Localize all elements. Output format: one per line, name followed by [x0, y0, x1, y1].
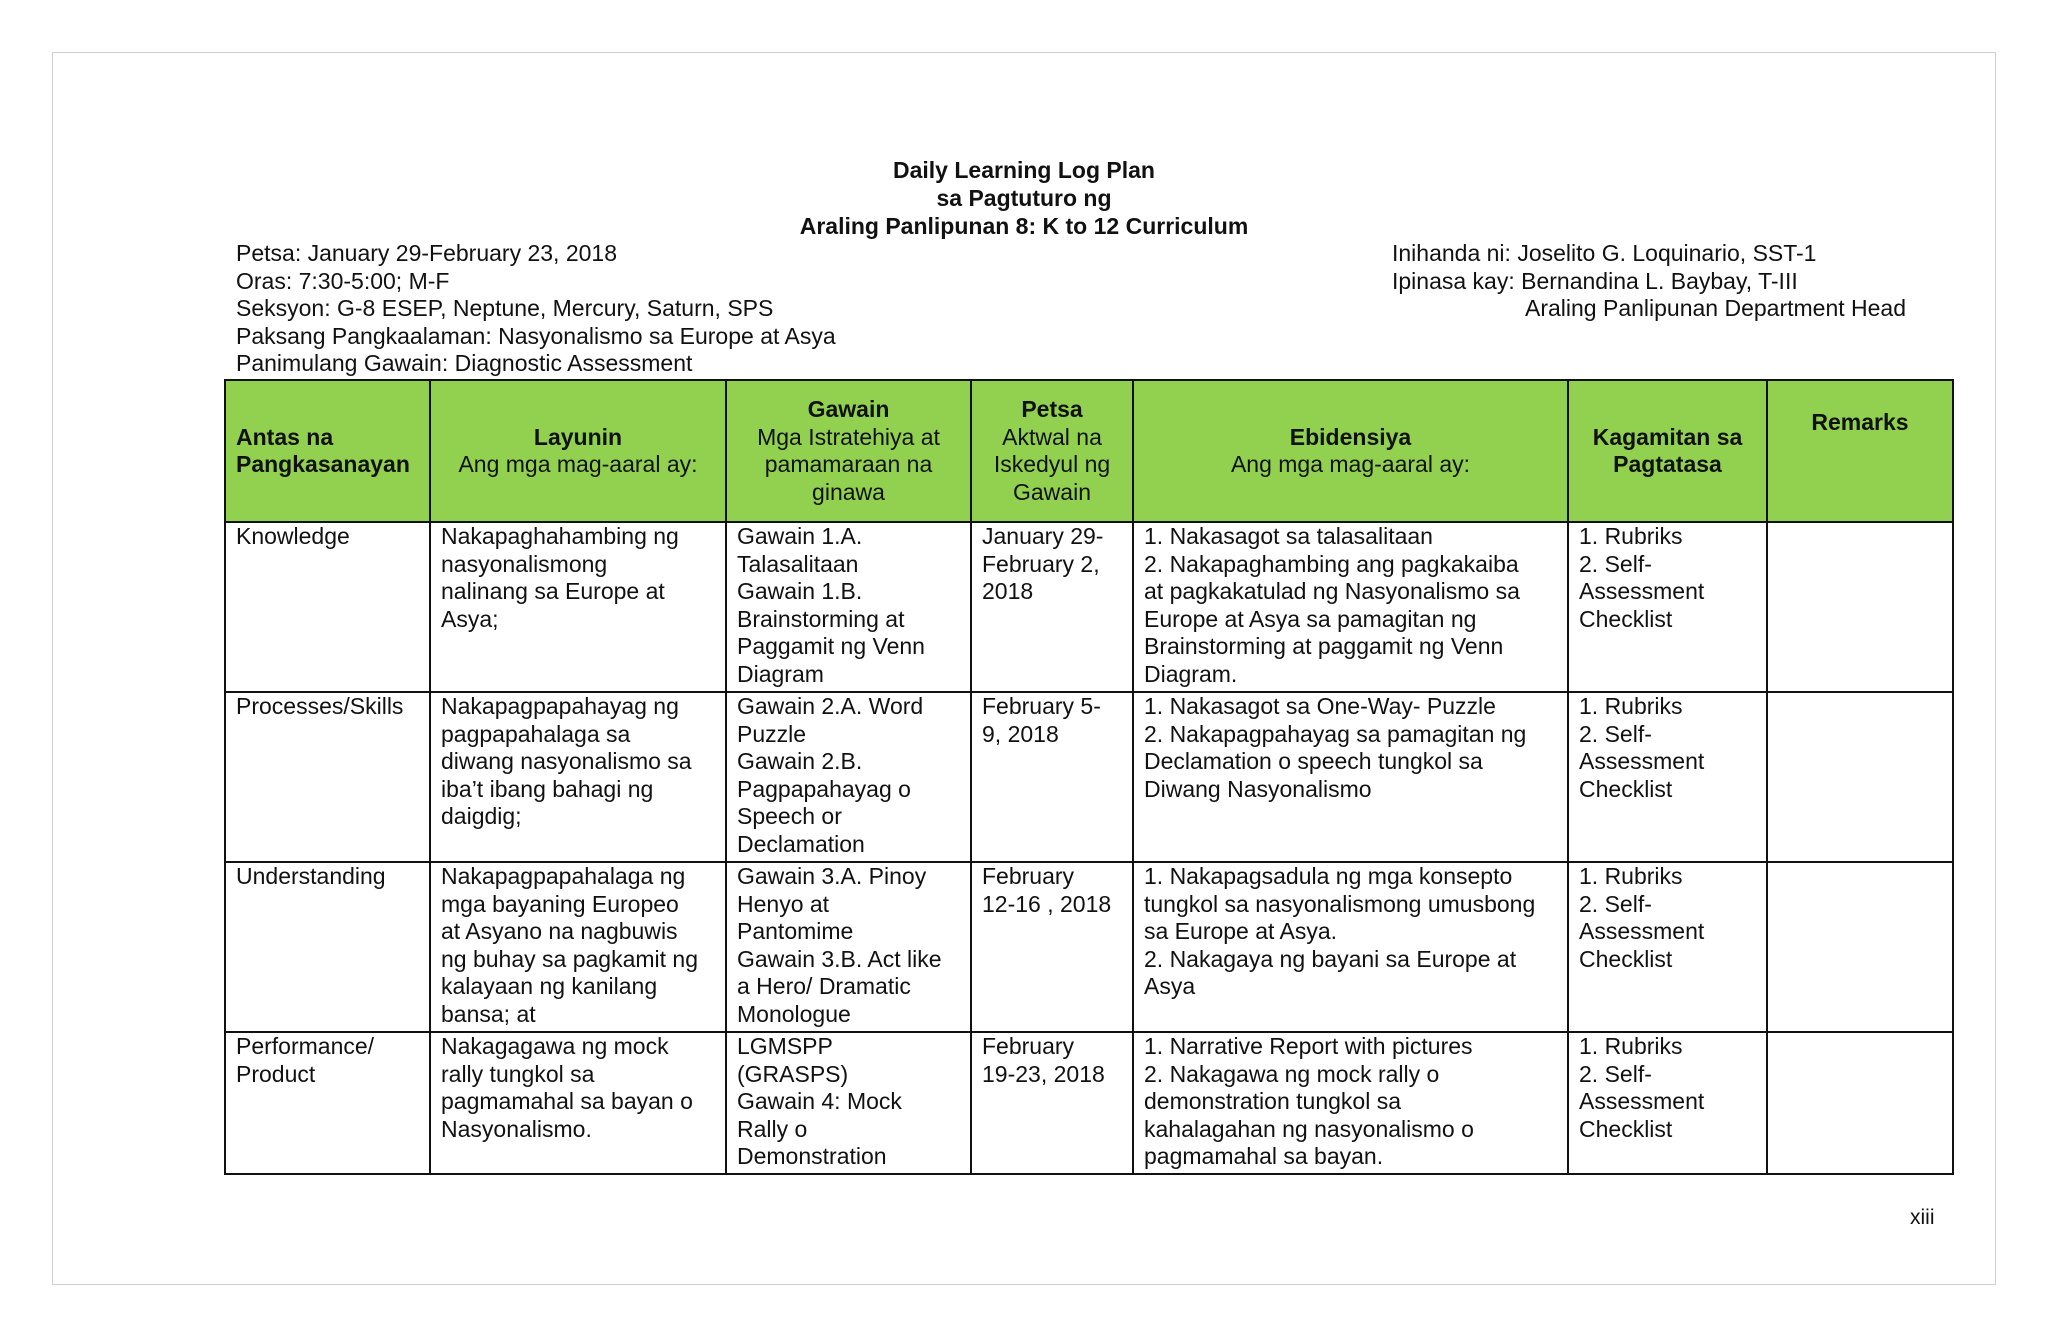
header-antas-line: Pangkasanayan	[236, 451, 410, 477]
cell-kagamitan-line: Checklist	[1579, 945, 1673, 972]
cell-gawain	[726, 862, 971, 1032]
title-line-1: Daily Learning Log Plan	[893, 157, 1155, 183]
cell-ebidensiya-line: Europe at Asya sa pamagitan ng	[1144, 605, 1477, 632]
cell-ebidensiya-line: pagmamahal sa bayan.	[1144, 1143, 1384, 1169]
table-body	[225, 522, 1953, 1174]
page-number: xiii	[1910, 1206, 1935, 1229]
cell-ebidensiya-line: 2. Nakapaghambing ang pagkakaiba	[1144, 550, 1519, 577]
cell-layunin-line: Nakagagawa ng mock	[441, 1033, 669, 1059]
cell-ebidensiya	[1133, 522, 1568, 692]
meta-ipinasa: Ipinasa kay: Bernandina L. Baybay, T-III	[1392, 267, 1798, 294]
cell-gawain-line: a Hero/ Dramatic	[737, 973, 911, 999]
cell-petsa-line: February	[982, 1033, 1075, 1059]
cell-ebidensiya	[1133, 692, 1568, 862]
cell-antas-line: Performance/	[236, 1033, 375, 1059]
cell-antas	[225, 692, 430, 862]
cell-ebidensiya-line: tungkol sa nasyonalismong umusbong	[1144, 890, 1536, 917]
cell-ebidensiya-line: 1. Nakasagot sa One-Way- Puzzle	[1144, 693, 1496, 719]
cell-antas-line: Processes/Skills	[236, 693, 404, 719]
cell-petsa	[971, 522, 1133, 692]
cell-kagamitan-line: 2. Self-	[1579, 1060, 1652, 1087]
cell-gawain-line: Brainstorming at	[737, 605, 905, 632]
cell-gawain-line: Diagram	[737, 660, 824, 687]
cell-remarks	[1767, 862, 1953, 1032]
cell-layunin-line: nalinang sa Europe at	[441, 578, 665, 604]
cell-layunin-line: rally tungkol sa	[441, 1060, 595, 1087]
header-gawain-sub: Mga Istratehiya at	[757, 423, 940, 450]
cell-kagamitan	[1568, 862, 1767, 1032]
header-remarks	[1767, 380, 1953, 522]
cell-gawain-line: Gawain 4: Mock	[737, 1088, 902, 1114]
cell-layunin	[430, 862, 726, 1032]
cell-gawain-line: LGMSPP	[737, 1033, 833, 1059]
header-gawain	[726, 380, 971, 522]
cell-gawain-line: (GRASPS)	[737, 1060, 849, 1087]
cell-antas	[225, 862, 430, 1032]
cell-gawain-line: Paggamit ng Venn	[737, 633, 925, 659]
cell-antas	[225, 1032, 430, 1174]
meta-seksyon: Seksyon: G-8 ESEP, Neptune, Mercury, Saturn, SPS	[236, 295, 774, 321]
cell-remarks	[1767, 692, 1953, 862]
header-petsa-sub: Iskedyul ng	[993, 451, 1111, 477]
cell-layunin	[430, 522, 726, 692]
cell-layunin-line: bansa; at	[441, 1000, 536, 1027]
cell-gawain-line: Gawain 2.B.	[737, 748, 863, 774]
cell-petsa-line: 19-23, 2018	[982, 1060, 1105, 1087]
header-petsa	[971, 380, 1133, 522]
cell-kagamitan-line: 1. Rubriks	[1579, 523, 1683, 549]
cell-gawain-line: Gawain 1.A.	[737, 523, 863, 549]
cell-kagamitan-line: 2. Self-	[1579, 720, 1652, 747]
cell-gawain-line: Gawain 1.B.	[737, 578, 863, 604]
header-petsa-title: Petsa	[1021, 396, 1083, 422]
cell-kagamitan-line: Assessment	[1579, 578, 1705, 604]
cell-layunin-line: Asya;	[441, 605, 499, 632]
cell-gawain	[726, 1032, 971, 1174]
cell-petsa-line: February 2,	[982, 550, 1100, 577]
cell-ebidensiya-line: Brainstorming at paggamit ng Venn	[1144, 633, 1504, 659]
meta-petsa: Petsa: January 29-February 23, 2018	[236, 240, 618, 266]
cell-layunin-line: Nakapagpapahalaga ng	[441, 863, 686, 889]
cell-petsa	[971, 862, 1133, 1032]
header-antas-line: Antas na	[236, 423, 334, 450]
cell-ebidensiya-line: Declamation o speech tungkol sa	[1144, 748, 1483, 774]
cell-petsa-line: February	[982, 863, 1075, 889]
learning-log-table	[224, 379, 1954, 1175]
header-gawain-title: Gawain	[807, 396, 890, 422]
cell-petsa-line: January 29-	[982, 523, 1104, 549]
header-kagamitan	[1568, 380, 1767, 522]
cell-gawain-line: Pantomime	[737, 918, 854, 944]
cell-ebidensiya-line: Diagram.	[1144, 660, 1238, 687]
cell-gawain-line: Speech or	[737, 803, 842, 829]
cell-kagamitan-line: Checklist	[1579, 605, 1673, 632]
cell-layunin-line: pagmamahal sa bayan o	[441, 1088, 693, 1114]
cell-ebidensiya-line: 1. Narrative Report with pictures	[1144, 1033, 1473, 1059]
cell-ebidensiya-line: Diwang Nasyonalismo	[1144, 775, 1372, 802]
table-row	[225, 862, 1953, 1032]
cell-kagamitan-line: Checklist	[1579, 1115, 1673, 1142]
table-row	[225, 1032, 1953, 1174]
cell-ebidensiya-line: Asya	[1144, 973, 1196, 999]
cell-layunin-line: Nakapaghahambing ng	[441, 523, 679, 549]
document-title	[0, 156, 2048, 240]
cell-gawain	[726, 692, 971, 862]
header-layunin	[430, 380, 726, 522]
cell-layunin-line: at Asyano na nagbuwis	[441, 918, 678, 944]
cell-gawain-line: Pagpapahayag o	[737, 775, 911, 802]
table-row	[225, 692, 1953, 862]
cell-ebidensiya-line: 2. Nakapagpahayag sa pamagitan ng	[1144, 720, 1527, 747]
cell-kagamitan	[1568, 1032, 1767, 1174]
header-layunin-sub: Ang mga mag-aaral ay:	[458, 451, 698, 477]
cell-ebidensiya-line: 2. Nakagawa ng mock rally o	[1144, 1060, 1440, 1087]
cell-gawain-line: Gawain 3.A. Pinoy	[737, 863, 927, 889]
cell-layunin-line: mga bayaning Europeo	[441, 890, 679, 917]
cell-kagamitan-line: 2. Self-	[1579, 890, 1652, 917]
header-kagamitan-line: Kagamitan sa	[1592, 423, 1743, 450]
cell-petsa-line: 12-16 , 2018	[982, 890, 1112, 917]
cell-kagamitan-line: Assessment	[1579, 1088, 1705, 1114]
meta-paksa: Paksang Pangkaalaman: Nasyonalismo sa Europe at Asya	[236, 322, 836, 349]
cell-layunin	[430, 692, 726, 862]
cell-antas	[225, 522, 430, 692]
table-header-row	[225, 380, 1953, 522]
cell-petsa	[971, 1032, 1133, 1174]
cell-petsa-line: February 5-	[982, 693, 1101, 719]
cell-antas-line: Understanding	[236, 863, 386, 889]
cell-gawain	[726, 522, 971, 692]
cell-antas-line: Product	[236, 1060, 316, 1087]
cell-gawain-line: Gawain 2.A. Word	[737, 693, 924, 719]
header-gawain-sub: ginawa	[812, 478, 885, 505]
meta-left-block	[236, 240, 836, 378]
header-antas	[225, 380, 430, 522]
meta-inihanda: Inihanda ni: Joselito G. Loquinario, SST-1	[1392, 240, 1817, 266]
cell-kagamitan	[1568, 692, 1767, 862]
cell-ebidensiya	[1133, 1032, 1568, 1174]
header-petsa-sub: Aktwal na	[1002, 423, 1102, 450]
cell-ebidensiya-line: 2. Nakagaya ng bayani sa Europe at	[1144, 945, 1517, 972]
cell-kagamitan-line: 2. Self-	[1579, 550, 1652, 577]
cell-gawain-line: Talasalitaan	[737, 550, 859, 577]
table-row	[225, 522, 1953, 692]
cell-ebidensiya-line: sa Europe at Asya.	[1144, 918, 1338, 944]
cell-ebidensiya-line: demonstration tungkol sa	[1144, 1088, 1401, 1114]
cell-ebidensiya-line: 1. Nakapagsadula ng mga konsepto	[1144, 863, 1513, 889]
meta-right-block	[1392, 240, 1906, 323]
header-layunin-title: Layunin	[533, 423, 623, 450]
header-remarks-title: Remarks	[1811, 409, 1909, 435]
header-petsa-sub: Gawain	[1013, 478, 1091, 505]
cell-kagamitan-line: 1. Rubriks	[1579, 693, 1683, 719]
meta-dept-head: Araling Panlipunan Department Head	[1525, 295, 1907, 321]
header-kagamitan-line: Pagtatasa	[1613, 451, 1722, 477]
cell-layunin-line: iba’t ibang bahagi ng	[441, 775, 654, 802]
title-line-2: sa Pagtuturo ng	[936, 185, 1112, 211]
cell-gawain-line: Puzzle	[737, 720, 807, 747]
cell-kagamitan	[1568, 522, 1767, 692]
cell-antas-line: Knowledge	[236, 523, 350, 549]
cell-petsa-line: 2018	[982, 578, 1034, 604]
cell-gawain-line: Demonstration	[737, 1143, 887, 1169]
header-ebidensiya-sub: Ang mga mag-aaral ay:	[1230, 451, 1471, 477]
cell-gawain-line: Rally o	[737, 1115, 808, 1142]
cell-gawain-line: Henyo at	[737, 890, 830, 917]
cell-layunin-line: kalayaan ng kanilang	[441, 973, 658, 999]
header-ebidensiya	[1133, 380, 1568, 522]
cell-layunin	[430, 1032, 726, 1174]
cell-ebidensiya	[1133, 862, 1568, 1032]
cell-remarks	[1767, 522, 1953, 692]
cell-ebidensiya-line: 1. Nakasagot sa talasalitaan	[1144, 523, 1433, 549]
header-gawain-sub: pamamaraan na	[764, 451, 933, 477]
cell-ebidensiya-line: kahalagahan ng nasyonalismo o	[1144, 1115, 1474, 1142]
cell-kagamitan-line: 1. Rubriks	[1579, 1033, 1683, 1059]
cell-gawain-line: Gawain 3.B. Act like	[737, 945, 942, 972]
cell-gawain-line: Declamation	[737, 830, 865, 857]
cell-layunin-line: diwang nasyonalismo sa	[441, 748, 692, 774]
cell-ebidensiya-line: at pagkakatulad ng Nasyonalismo sa	[1144, 578, 1520, 604]
cell-layunin-line: nasyonalismong	[441, 550, 608, 577]
cell-layunin-line: ng buhay sa pagkamit ng	[441, 945, 699, 972]
meta-oras: Oras: 7:30-5:00; M-F	[236, 267, 450, 294]
cell-kagamitan-line: Assessment	[1579, 918, 1705, 944]
cell-layunin-line: Nasyonalismo.	[441, 1115, 592, 1142]
cell-kagamitan-line: 1. Rubriks	[1579, 863, 1683, 889]
cell-gawain-line: Monologue	[737, 1000, 851, 1027]
cell-petsa-line: 9, 2018	[982, 720, 1059, 747]
title-line-3: Araling Panlipunan 8: K to 12 Curriculum	[799, 213, 1249, 239]
cell-layunin-line: daigdig;	[441, 803, 522, 829]
cell-layunin-line: Nakapagpapahayag ng	[441, 693, 679, 719]
cell-kagamitan-line: Assessment	[1579, 748, 1705, 774]
cell-layunin-line: pagpapahalaga sa	[441, 720, 631, 747]
meta-panimula: Panimulang Gawain: Diagnostic Assessment	[236, 350, 693, 376]
cell-petsa	[971, 692, 1133, 862]
cell-remarks	[1767, 1032, 1953, 1174]
cell-kagamitan-line: Checklist	[1579, 775, 1673, 802]
header-ebidensiya-title: Ebidensiya	[1289, 423, 1412, 450]
